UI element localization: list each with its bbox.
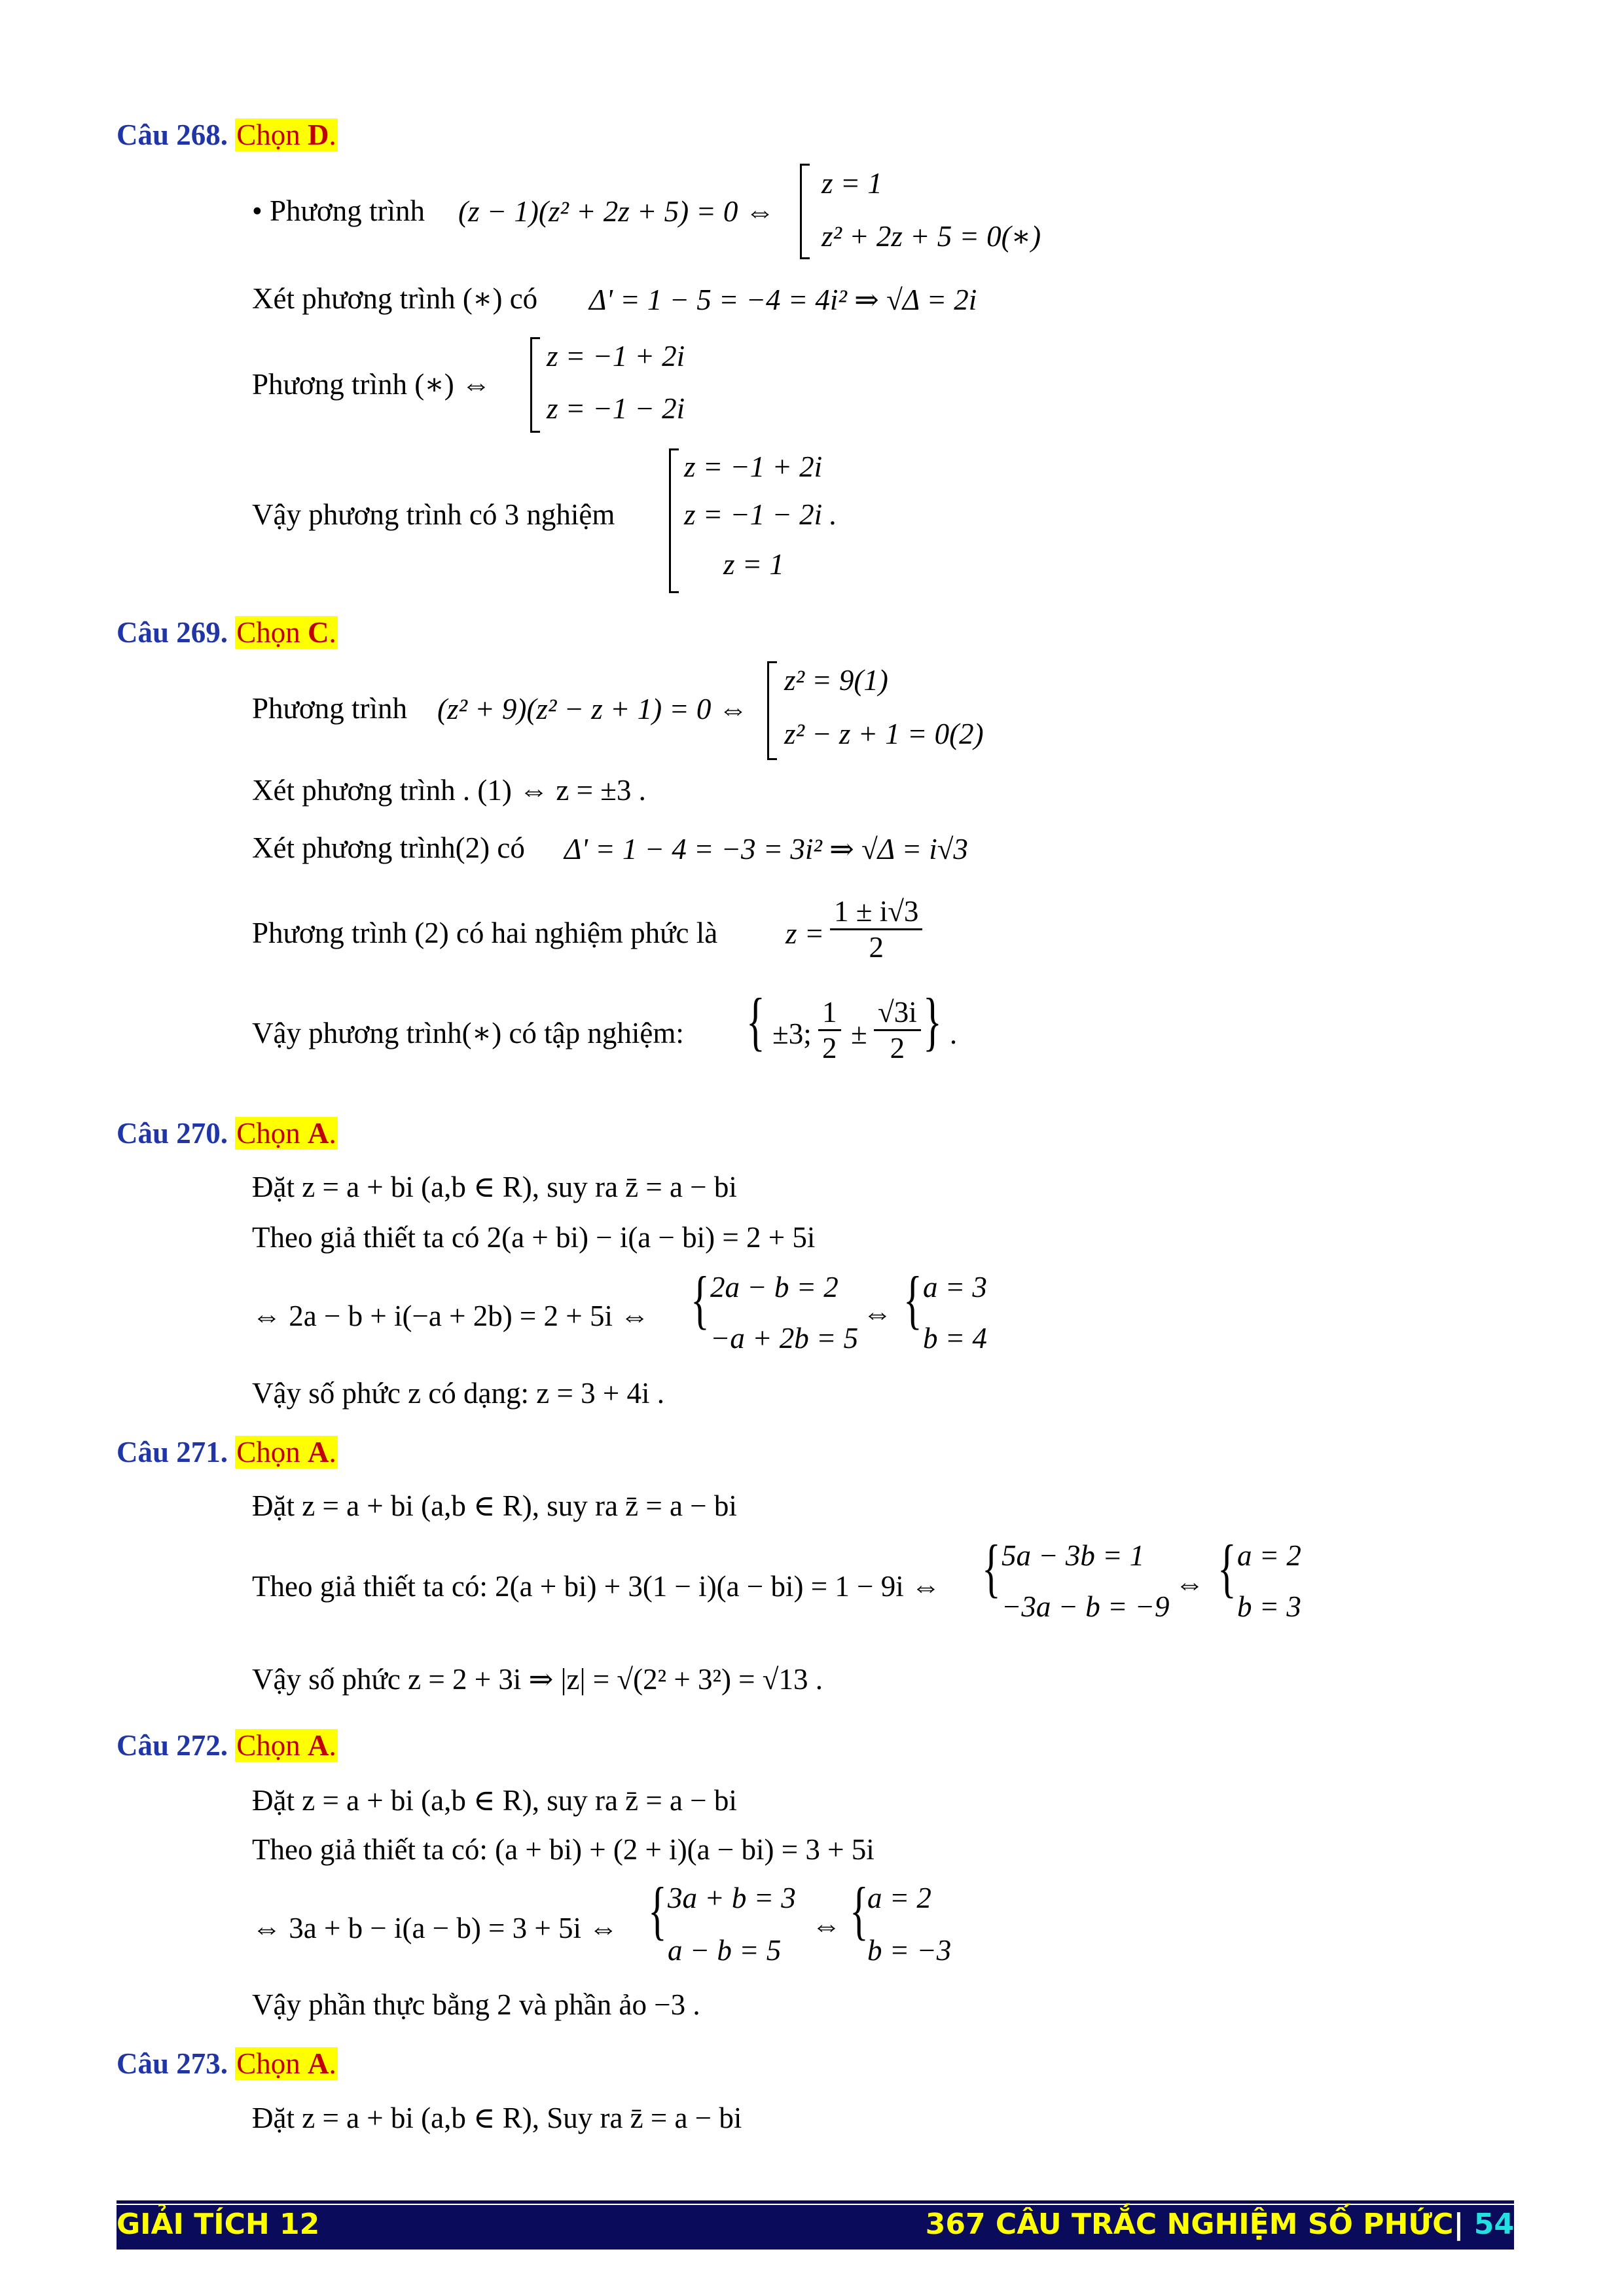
q269-set-pm: ± (851, 1017, 867, 1050)
q270-line2: Theo giả thiết ta có 2(a + bi) − i(a − bi) = 2 + 5i (252, 1221, 816, 1254)
brace: { (982, 1531, 1001, 1604)
q268-case1: z = 1 (821, 167, 882, 200)
brace: { (648, 1874, 667, 1946)
question-271-header: Câu 271. Chọn A. (117, 1436, 336, 1468)
page-number: 54 (1473, 2208, 1514, 2241)
bracket (530, 337, 540, 433)
q269-line2: Xét phương trình . (1) ⇔ z = ±3 . (252, 774, 646, 807)
q272-sys2b: b = −3 (867, 1934, 952, 1967)
question-268-header: Câu 268. Chọn D. (117, 118, 336, 151)
answer-highlight: Chọn A. (236, 1117, 336, 1150)
q271-sys2a: a = 2 (1237, 1539, 1301, 1572)
q271-sys1a: 5a − 3b = 1 (1001, 1539, 1145, 1572)
q270-line1: Đặt z = a + bi (a,b ∈ R), suy ra z̄ = a − bi (252, 1171, 737, 1203)
q268-line2-text: Xét phương trình (∗) có (252, 282, 538, 315)
fraction: $\frac{1}{2}$ (818, 995, 841, 1065)
q269-line1-text: Phương trình (252, 692, 407, 725)
q268-case5: z = −1 + 2i (684, 450, 823, 483)
q268-line4-text: Vậy phương trình có 3 nghiệm (252, 498, 615, 531)
brace: { (903, 1263, 922, 1336)
q270-arrow: ⇔ (863, 1297, 892, 1330)
q272-line4: Vậy phần thực bằng 2 và phần ảo −3 . (252, 1988, 700, 2021)
footer-subject: GIẢI TÍCH 12 (117, 2208, 320, 2241)
q272-sys1b: a − b = 5 (668, 1934, 782, 1967)
question-273-header: Câu 273. Chọn A. (117, 2047, 336, 2080)
answer-highlight: Chọn A. (236, 1729, 336, 1762)
question-269-header: Câu 269. Chọn C. (117, 616, 336, 649)
fraction: $\frac{1 \pm i√3}{2}$ (830, 894, 922, 964)
q268-case7: z = 1 (723, 548, 784, 581)
q269-case1: z² = 9(1) (784, 664, 888, 697)
q268-line3-text: Phương trình (∗) ⇔ (252, 368, 492, 401)
q268-case2: z² + 2z + 5 = 0(∗) (821, 220, 1041, 253)
question-272-header: Câu 272. Chọn A. (117, 1729, 336, 1762)
answer-highlight: Chọn D. (236, 118, 336, 151)
q272-sys2a: a = 2 (867, 1882, 931, 1914)
question-270-header: Câu 270. Chọn A. (117, 1117, 336, 1150)
q271-sys1b: −3a − b = −9 (1001, 1590, 1170, 1623)
q269-line1-eq: (z² + 9)(z² − z + 1) = 0 ⇔ (437, 693, 748, 725)
fraction: $\frac{√3i}{2}$ (874, 995, 921, 1065)
footer-rule (117, 2200, 1514, 2204)
q268-case6: z = −1 − 2i . (684, 498, 837, 531)
q269-line3-eq: Δ' = 1 − 4 = −3 = 3i² ⇒ √Δ = i√3 (564, 833, 968, 866)
q268-line1-eq: (z − 1)(z² + 2z + 5) = 0 ⇔ (458, 195, 775, 228)
answer-highlight: Chọn C. (236, 616, 336, 649)
q272-arrow: ⇔ (812, 1909, 841, 1942)
q270-line4: Vậy số phức z có dạng: z = 3 + 4i . (252, 1377, 664, 1410)
q271-line1: Đặt z = a + bi (a,b ∈ R), suy ra z̄ = a − bi (252, 1489, 737, 1522)
q271-line3: Vậy số phức z = 2 + 3i ⇒ |z| = √(2² + 3²) = √13 . (252, 1663, 823, 1696)
q269-set-a: ±3; (772, 1017, 812, 1050)
q270-sys2a: a = 3 (923, 1271, 987, 1303)
q268-line1-text: • Phương trình (252, 194, 425, 227)
q272-sys1a: 3a + b = 3 (668, 1882, 796, 1914)
answer-highlight: Chọn A. (236, 2047, 336, 2080)
q269-line3-text: Xét phương trình(2) có (252, 831, 525, 864)
q271-line2-eq: Theo giả thiết ta có: 2(a + bi) + 3(1 − i)(a − bi) = 1 − 9i ⇔ (252, 1570, 941, 1603)
q272-line3-eq: ⇔ 3a + b − i(a − b) = 3 + 5i ⇔ (252, 1912, 619, 1944)
brace-left: { (746, 985, 765, 1057)
q268-line2-eq: Δ' = 1 − 5 = −4 = 4i² ⇒ √Δ = 2i (589, 283, 977, 316)
q270-sys2b: b = 4 (923, 1322, 987, 1355)
q271-arrow: ⇔ (1175, 1567, 1204, 1600)
answer-highlight: Chọn A. (236, 1436, 336, 1468)
brace-right: } (923, 985, 942, 1057)
q270-line3-eq: ⇔ 2a − b + i(−a + 2b) = 2 + 5i ⇔ (252, 1300, 650, 1332)
bracket (669, 448, 679, 593)
q273-line1: Đặt z = a + bi (a,b ∈ R), Suy ra z̄ = a − bi (252, 2102, 742, 2134)
q272-line1: Đặt z = a + bi (a,b ∈ R), suy ra z̄ = a − bi (252, 1784, 737, 1817)
q270-sys1b: −a + 2b = 5 (710, 1322, 859, 1355)
q271-sys2b: b = 3 (1237, 1590, 1301, 1623)
bracket (800, 164, 810, 259)
q269-set-end: . (950, 1017, 958, 1050)
footer-separator: | (1453, 2208, 1464, 2241)
q272-line2: Theo giả thiết ta có: (a + bi) + (2 + i)(a − bi) = 3 + 5i (252, 1833, 875, 1866)
q270-sys1a: 2a − b = 2 (710, 1271, 839, 1303)
brace: { (1218, 1531, 1236, 1604)
q269-case2: z² − z + 1 = 0(2) (784, 718, 984, 750)
q269-line5-text: Vậy phương trình(∗) có tập nghiệm: (252, 1017, 684, 1049)
q269-line4-text: Phương trình (2) có hai nghiệm phức là (252, 917, 718, 949)
brace: { (850, 1874, 869, 1946)
footer-title: 367 CÂU TRẮC NGHIỆM SỐ PHỨC| 54 (925, 2208, 1514, 2241)
bracket (767, 661, 777, 760)
brace: { (691, 1263, 710, 1336)
q269-line4-z: z = (785, 917, 825, 950)
q268-case3: z = −1 + 2i (547, 340, 685, 373)
q268-case4: z = −1 − 2i (547, 392, 685, 425)
